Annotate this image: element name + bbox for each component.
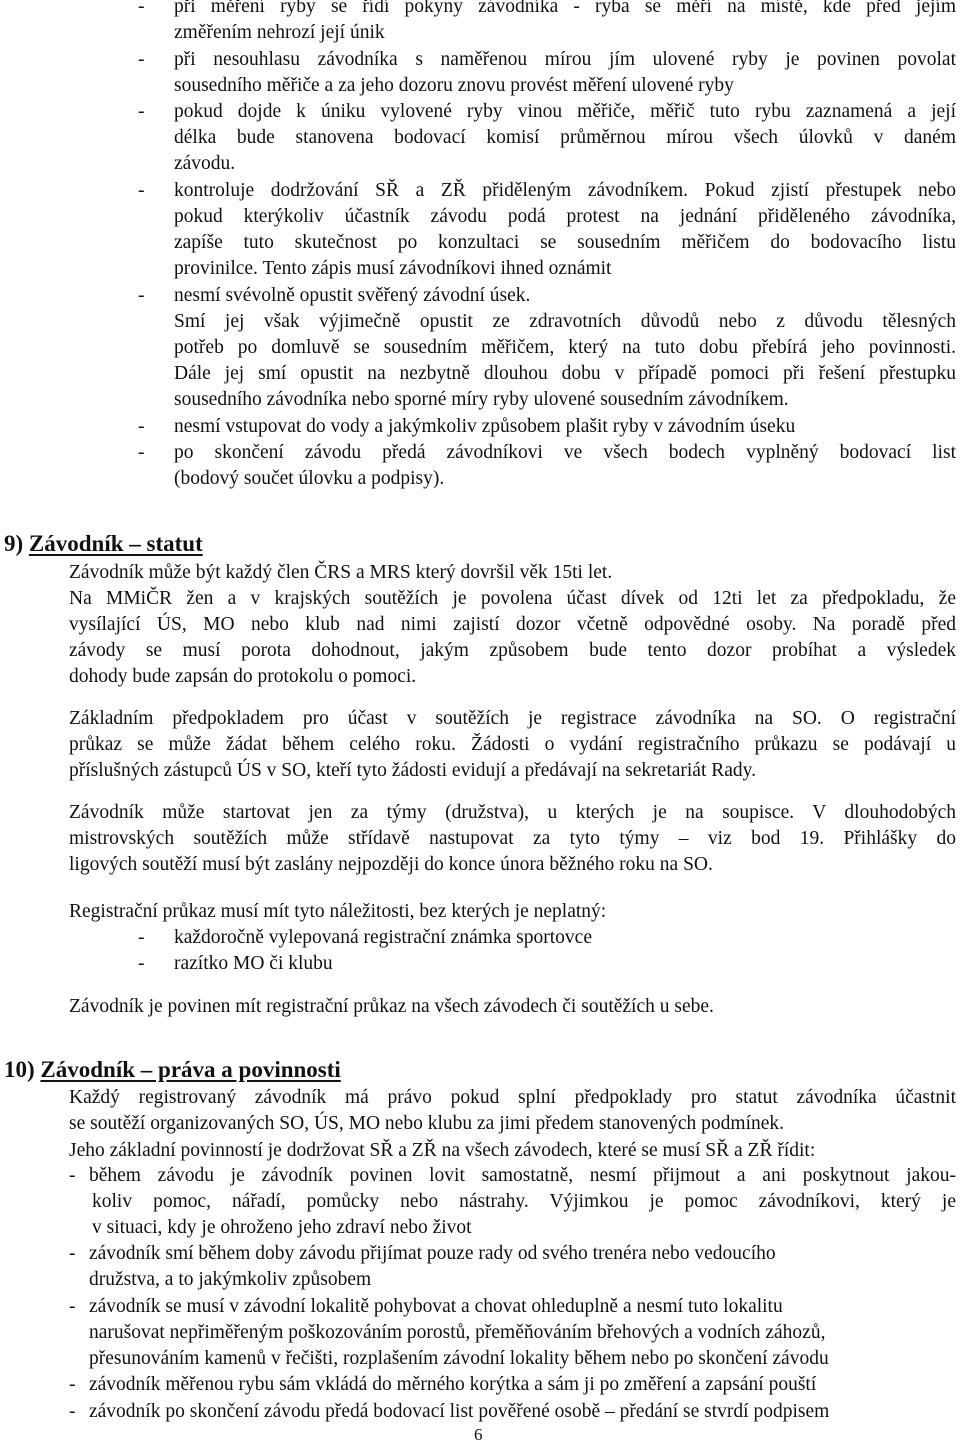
list-item-line: závodník smí během doby závodu přijímat pouze rady od svého trenéra nebo vedoucího [89,1243,776,1264]
list-item-line: závodu. [174,153,236,174]
section-title: Závodník – statut [28,531,203,556]
list-dash: - [138,953,145,974]
list-item-line: razítko MO či klubu [174,953,333,974]
list-dash: - [138,927,145,948]
paragraph-line: se soutěží organizovaných SO, ÚS, MO nebo klubu za jimi předem stanovených podmínek. [69,1113,785,1134]
list-item-line: potřeb po domluvě se sousedním měřičem, který na tuto dobu přebírá jeho povinnosti. [174,337,956,358]
list-item-line: závodník měřenou rybu sám vkládá do měrného korýtka a sám ji po změření a zapsání pouští [89,1374,817,1395]
paragraph-line: ligových soutěží musí být zaslány nejpozději do konce února běžného roku na SO. [69,854,713,875]
list-item-line: sousedního měřiče a za jeho dozoru znovu provést měření ulovené ryby [174,75,734,96]
paragraph-line: Jeho základní povinností je dodržovat SŘ a ZŘ na všech závodech, které se musí SŘ a ZŘ řídit: [69,1140,816,1161]
list-dash: - [138,442,145,463]
list-item-line: Dále jej smí opustit na nezbytně dlouhou dobu v případě pomoci při řešení přestupku [174,363,956,384]
list-item-line: sousedního závodníka nebo sporné míry ryby ulovené sousedním závodníkem. [174,389,789,410]
paragraph-line: mistrovských soutěžích může střídavě nastupovat za tyto týmy – viz bod 19. Přihlášky do [69,828,956,849]
paragraph-line: závody se musí porota dohodnout, jakým způsobem bude tento dozor probíhat a výsledek [69,640,956,661]
list-item-line: během závodu je závodník povinen lovit samostatně, nesmí přijmout a ani poskytnout jakou- [89,1165,956,1186]
list-item-line: přesunováním kamenů v řečišti, rozplašením závodní lokality během nebo po skončení závodu [89,1348,829,1369]
list-item-line: při nesouhlasu závodníka s naměřenou mírou jím ulovené ryby je povinen povolat [174,49,956,70]
list-dash: - [69,1243,76,1264]
list-item-line: pokud dojde k úniku vylovené ryby vinou měřiče, měřič tuto rybu zaznamená a její [174,101,956,122]
paragraph-line: dohody bude zapsán do protokolu o pomoci. [69,666,417,687]
section-10-heading [4,1056,341,1084]
list-item-line: každoročně vylepovaná registrační známka sportovce [174,927,592,948]
list-item-line: družstva, a to jakýmkoliv způsobem [89,1269,372,1290]
list-item-line: Smí jej však výjimečně opustit ze zdravotních důvodů nebo z důvodu tělesných [174,311,956,332]
paragraph-line: Závodník může startovat jen za týmy (družstva), u kterých je na soupisce. V dlouhodobých [69,802,956,823]
list-dash: - [138,0,145,17]
list-item-line: pokud kterýkoliv účastník závodu podá protest na jednání přiděleného závodníka, [174,206,956,227]
list-item-line: změřením nehrozí její únik [174,22,385,43]
paragraph-line: Základním předpokladem pro účast v soutěžích je registrace závodníka na SO. O registrační [69,708,956,729]
list-item-line: délka bude stanovena bodovací komisí průměrnou mírou všech úlovků v daném [174,127,956,148]
list-item-line: nesmí svévolně opustit svěřený závodní úsek. [174,285,531,306]
section-number: 10) [4,1057,41,1082]
list-dash: - [138,180,145,201]
list-item-line: nesmí vstupovat do vody a jakýmkoliv způsobem plašit ryby v závodním úseku [174,416,796,437]
section-title: Závodník – práva a povinnosti [40,1057,341,1082]
paragraph-line: Na MMiČR žen a v krajských soutěžích je povolena účast dívek od 12ti let za předpokladu, že [69,588,956,609]
list-item-line: zapíše tuto skutečnost po konzultaci se sousedním měřičem do bodovacího listu [174,232,956,253]
list-dash: - [69,1374,76,1395]
list-dash: - [69,1165,76,1186]
list-item-line: narušovat nepřiměřeným poškozováním porostů, přeměňováním břehových a vodních záhozů, [89,1322,826,1343]
section-9-paragraph-5: Závodník je povinen mít registrační průkaz na všech závodech či soutěžích u sebe. [69,996,714,1017]
list-item-line: (bodový součet úlovku a podpisy). [174,468,445,489]
paragraph-line: vysílající ÚS, MO nebo klub nad nimi zajistí dozor včetně odpovědné osoby. Na poradě před [69,614,956,635]
list-dash: - [138,49,145,70]
list-item-line: v situaci, kdy je ohroženo jeho zdraví nebo život [92,1217,472,1238]
list-dash: - [138,416,145,437]
paragraph-line: příslušných zástupců ÚS v SO, kteří tyto žádosti evidují a předávají na sekretariát Rady. [69,760,757,781]
paragraph-line: průkaz se může žádat během celého roku. Žádosti o vydání registračního průkazu se podávají u [69,734,956,755]
paragraph-line: Každý registrovaný závodník má právo pokud splní předpoklady pro statut závodníka účastnit [69,1087,956,1108]
paragraph-line: Registrační průkaz musí mít tyto náležitosti, bez kterých je neplatný: [69,901,607,922]
paragraph-line: Závodník může být každý člen ČRS a MRS který dovršil věk 15ti let. [69,562,613,583]
list-dash: - [138,101,145,122]
list-item-line: koliv pomoc, nářadí, pomůcky nebo nástrahy. Výjimkou je pomoc závodníkovi, který je [92,1191,956,1212]
list-item-line: provinilce. Tento zápis musí závodníkovi ihned oznámit [174,258,612,279]
list-item-line: při měření ryby se řídí pokyny závodníka - ryba se měří na místě, kde před jejím [174,0,956,17]
section-number: 9) [4,531,29,556]
list-item-line: kontroluje dodržování SŘ a ZŘ přiděleným závodníkem. Pokud zjistí přestupek nebo [174,180,956,201]
list-item-line: po skončení závodu předá závodníkovi ve všech bodech vyplněný bodovací list [174,442,956,463]
list-dash: - [138,285,145,306]
list-dash: - [69,1296,76,1317]
page-number: 6 [474,1425,483,1444]
list-item-line: závodník se musí v závodní lokalitě pohybovat a chovat ohleduplně a nesmí tuto lokalitu [89,1296,783,1317]
section-9-heading [4,530,203,558]
list-dash: - [69,1401,76,1422]
list-item-line: závodník po skončení závodu předá bodovací list pověřené osobě – předání se stvrdí podpisem [89,1401,830,1422]
